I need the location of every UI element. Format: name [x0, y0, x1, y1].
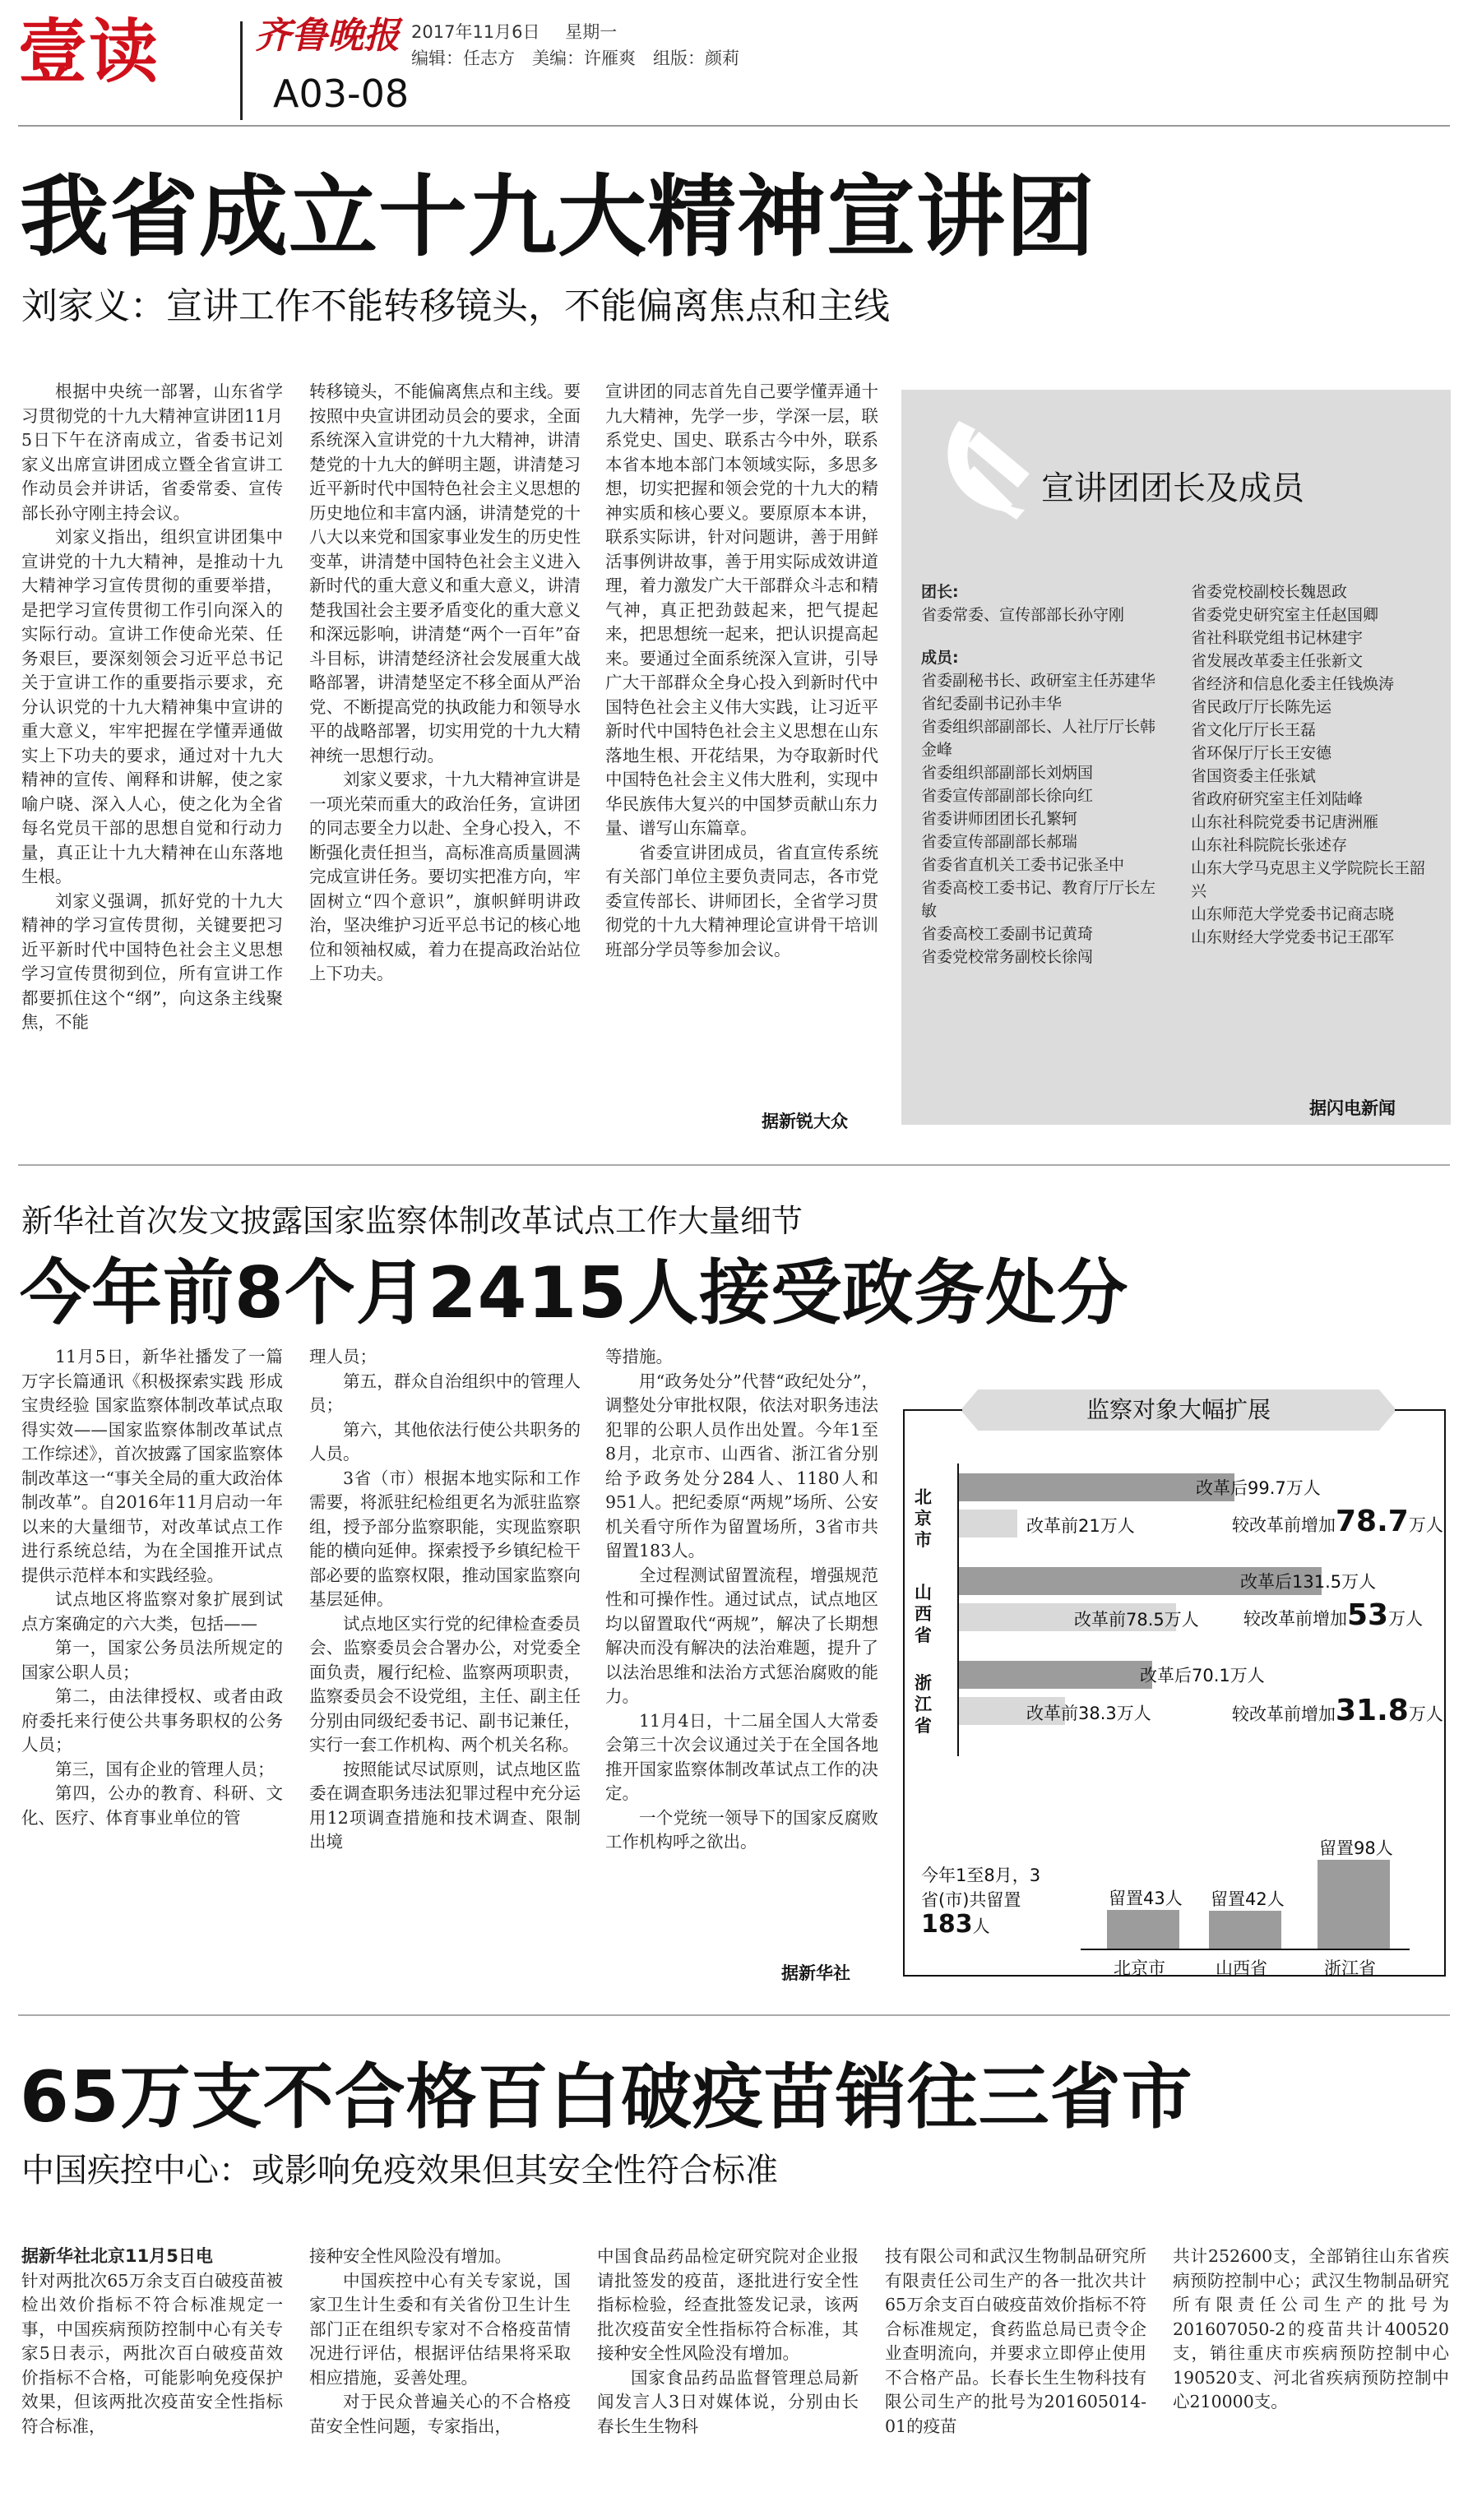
article3-col5 [1173, 2245, 1449, 2415]
members-left-list: 省委副秘书长、政研室主任苏建华 省纪委副书记孙丰华 省委组织部副部长、人社厅厅长韩金峰 省委组织部副部长刘炳国 省委宣传部副部长徐向红 省委讲师团团长孔繁轲 省委宣传部副部长郝瑞 省委省直机关工委书记张圣中 省委高校工委书记、教育厅厅长左敏 省委高校工委副书记黄琦 省委党校常务副校长徐闯 [921, 672, 1156, 966]
paragraph: 试点地区实行党的纪律检查委员会、监察委员会合署办公，对党委全面负责，履行纪检、监察两项职责，监察委员会不设党组，主任、副主任分别由同级纪委书记、副书记兼任，实行一套工作机构、两个机关名称。 [309, 1613, 581, 1755]
increase-label: 较改革前增加78.7万人 [1232, 1505, 1443, 1538]
paragraph: 接种安全性风险没有增加。 [309, 2246, 512, 2266]
article3-title: 65万支不合格百白破疫苗销往三省市 [20, 2056, 1193, 2139]
det-bar [1209, 1911, 1281, 1949]
delegation-sidebar [901, 390, 1451, 1125]
sidebar-title: 宣讲团团长及成员 [1041, 469, 1304, 507]
paragraph: 试点地区将监察对象扩展到试点方案确定的六大类，包括—— [21, 1589, 283, 1634]
infographic [903, 1389, 1451, 1981]
detention-baseline [1081, 1949, 1410, 1950]
increase-label: 较改革前增加53万人 [1243, 1598, 1424, 1632]
city-label: 山 西 省 [915, 1583, 932, 1645]
paragraph: 刘家义强调，抓好党的十九大精神的学习宣传贯彻，关键要把习近平新时代中国特色社会主义思想学习宣传贯彻到位，所有宣讲工作都要抓住这个“纲”，向这条主线聚焦，不能 [21, 890, 283, 1032]
date-text: 2017年11月6日 [411, 22, 540, 42]
paragraph: 针对两批次65万余支百白破疫苗被检出效价指标不符合标准规定一事，中国疾病预防控制中心有关专家5日表示，两批次百白破疫苗效价指标不合格，可能影响免疫保护效果，但该两批次疫苗安全性指标符合标准， [21, 2270, 283, 2436]
detention-text: 今年1至8月，3 省(市)共留置 183人 [921, 1866, 1041, 1939]
sidebar-right [1191, 580, 1438, 949]
det-cat: 浙江省 [1324, 1958, 1376, 1978]
members-label: 成员: [921, 649, 959, 667]
paragraph: 中国食品药品检定研究院对企业报请批签发的疫苗，逐批进行安全性指标检验，经查批签发记录，该两批次疫苗安全性指标符合标准，其接种安全性风险没有增加。 [597, 2246, 859, 2363]
sidebar-left [921, 580, 1168, 969]
paragraph: 根据中央统一部署，山东省学习贯彻党的十九大精神宣讲团11月5日下午在济南成立，省委书记刘家义出席宣讲团成立暨全省宣讲工作动员会并讲话，省委常委、宣传部长孙守刚主持会议。 [21, 381, 283, 523]
paragraph: 转移镜头，不能偏离焦点和主线。要按照中央宣讲团动员会的要求，全面系统深入宣讲党的十九大精神，讲清楚党的十九大的鲜明主题，讲清楚习近平新时代中国特色社会主义思想的历史地位和丰富内涵，讲清楚党的十八大以来党和国家事业发生的历史性变革，讲清楚中国特色社会主义进入新时代的重大意义和重大意义，讲清楚我国社会主要矛盾变化的重大意义和深远影响，讲清楚“两个一百年”奋斗目标，讲清楚经济社会发展重大战略部署，讲清楚坚定不移全面从严治党、不断提高党的执政能力和领导水平的战略部署，切实用党的十九大精神统一思想行动。 [309, 381, 581, 765]
article2-title: 今年前8个月2415人接受政务处分 [20, 1252, 1129, 1334]
sidebar-credit: 据闪电新闻 [1309, 1098, 1396, 1118]
article1-col1 [21, 380, 283, 1035]
paragraph: 3省（市）根据本地实际和工作需要，将派驻纪检组更名为派驻监察组，授予部分监察职能，实现监察职能的横向延伸。探索授予乡镇纪检干部必要的监察权限，推动国家监察向基层延伸。 [309, 1468, 581, 1609]
bar-before-label: 改革前38.3万人 [1026, 1704, 1151, 1723]
paragraph: 全过程测试留置流程，增强规范性和可操作性。通过试点，试点地区均以留置取代“两规”，解决了长期想解决而没有解决的法治难题，提升了以法治思维和法治方式惩治腐败的能力。 [605, 1565, 878, 1706]
article1-subtitle: 刘家义：宣讲工作不能转移镜头，不能偏离焦点和主线 [21, 285, 890, 327]
article2-kicker: 新华社首次发文披露国家监察体制改革试点工作大量细节 [21, 1203, 803, 1239]
members-right-list: 省委党校副校长魏恩政 省委党史研究室主任赵国卿 省社科联党组书记林建宇 省发展改革委主任张新文 省经济和信息化委主任钱焕涛 省民政厅厅长陈先运 省文化厅厅长王磊 省环保厅厅长王安德 省国资委主任张斌 省政府研究室主任刘陆峰 山东社科院党委书记唐洲雁 山东社科院院长张述存 山东大学马克思主义学院院长王韶兴 山东师范大学党委书记商志晓 山东财经大学党委书记王邵军 [1191, 583, 1426, 946]
article1-col3 [605, 380, 878, 962]
header-rule [18, 125, 1450, 127]
det-label: 留置43人 [1109, 1889, 1183, 1908]
paragraph: 一个党统一领导下的国家反腐败工作机构呼之欲出。 [605, 1807, 878, 1852]
paragraph: 理人员； [309, 1347, 377, 1366]
paragraph: 用“政务处分”代替“政纪处分”，调整处分审批权限，依法对职务违法犯罪的公职人员作出处置。今年1至8月，北京市、山西省、浙江省分别给予政务处分284人、1180人和951人。把纪委原“两规”场所、公安机关看守所作为留置场所，3省市共留置183人。 [605, 1371, 878, 1561]
bar-before-label: 改革前78.5万人 [1074, 1610, 1199, 1630]
paragraph: 第三，国有企业的管理人员； [55, 1759, 275, 1779]
city-label: 浙 江 省 [915, 1673, 932, 1736]
article3-col3 [597, 2245, 859, 2439]
article3-col4 [885, 2245, 1146, 2439]
paragraph: 省委宣讲团成员，省直宣传系统有关部门单位主要负责同志，各市党委宣传部长、讲师团长，全省学习贯彻党的十九大精神理论宣讲骨干培训班部分学员等参加会议。 [605, 842, 878, 959]
paragraph: 宣讲团的同志首先自己要学懂弄通十九大精神，先学一步，学深一层，联系党史、国史、联系古今中外，联系本省本地本部门本领域实际，多思多想，切实把握和领会党的十九大的精神实质和核心要义。要原原本本讲，联系实际讲，针对问题讲，善于用鲜活事例讲故事，善于用实际成效讲道理，着力激发广大干部群众斗志和精气神，真正把劲鼓起来，把气提起来，把思想统一起来，把认识提高起来。要通过全面系统深入宣讲，引导广大干部群众全身心投入到新时代中国特色社会主义伟大实践，让习近平新时代中国特色社会主义思想在山东落地生根、开花结果，为夺取新时代中国特色社会主义伟大胜利，实现中华民族伟大复兴的中国梦贡献山东力量、谱写山东篇章。 [605, 381, 878, 838]
det-bar [1107, 1910, 1179, 1949]
bar-before [959, 1510, 1017, 1537]
paragraph: 中国疾控中心有关专家说，国家卫生计生委和有关省份卫生计生部门正在组织专家对不合格疫苗情况进行评估，根据评估结果将采取相应措施，妥善处理。 [309, 2270, 571, 2388]
paragraph: 11月4日，十二届全国人大常委会第三十次会议通过关于在全国各地推开国家监察体制改革试点工作的决定。 [605, 1710, 878, 1803]
det-bar [1317, 1860, 1390, 1949]
section-name: 壹读 [18, 12, 160, 92]
article3-col2 [309, 2245, 571, 2439]
det-cat: 山西省 [1216, 1958, 1267, 1978]
bar-after-label: 改革后70.1万人 [1140, 1666, 1265, 1685]
increase-label: 较改革前增加31.8万人 [1232, 1694, 1443, 1727]
bar-after-label: 改革后99.7万人 [1196, 1478, 1321, 1498]
article2-col1 [21, 1345, 283, 1830]
paragraph: 第四，公办的教育、科研、文化、医疗、体育事业单位的管 [21, 1783, 283, 1828]
det-cat: 北京市 [1114, 1958, 1165, 1978]
paragraph: 刘家义指出，组织宣讲团集中宣讲党的十九大精神，是推动十九大精神学习宣传贯彻的重要举措，是把学习宣传贯彻工作引向深入的实际行动。宣讲工作使命光荣、任务艰巨，要深刻领会习近平总书记关于宣讲工作的重要指示要求，充分认识党的十九大精神集中宣讲的重大意义，牢牢把握在学懂弄通做实上下功夫的要求，通过对十九大精神的宣传、阐释和讲解，使之家喻户晓、深入人心，使之化为全省每名党员干部的思想自觉和行动力量，真正让十九大精神在山东落地生根。 [21, 527, 283, 886]
bar-after [959, 1473, 1234, 1501]
infographic-frame-top-left [903, 1409, 962, 1411]
section-divider [18, 1164, 1450, 1166]
bar-after [959, 1661, 1152, 1689]
editor-credits: 编辑：任志方 美编：许雁爽 组版：颜莉 [411, 49, 739, 68]
bar-before-label: 改革前21万人 [1026, 1516, 1135, 1536]
paragraph: 刘家义要求，十九大精神宣讲是一项光荣而重大的政治任务，宣讲团的同志要全力以赴、全身心投入，不断强化责任担当，高标准高质量圆满完成宣讲任务。要切实把准方向，牢固树立“四个意识”，旗帜鲜明讲政治，坚决维护习近平总书记的核心地位和领袖权威，着力在提高政治站位上下功夫。 [309, 770, 581, 983]
det-label: 留置42人 [1211, 1889, 1285, 1909]
paragraph: 第一，国家公务员法所规定的国家公职人员； [21, 1638, 283, 1682]
city-label: 北 京 市 [915, 1487, 932, 1550]
bar-after-label: 改革后131.5万人 [1240, 1572, 1377, 1592]
article2-col2 [309, 1345, 581, 1855]
header-divider [240, 21, 243, 120]
article1-credit: 据新锐大众 [762, 1112, 848, 1131]
paragraph: 第五，群众自治组织中的管理人员； [309, 1371, 581, 1415]
det-label: 留置98人 [1319, 1838, 1393, 1858]
article1-title: 我省成立十九大精神宣讲团 [20, 166, 1096, 269]
issue-date [411, 20, 617, 44]
weekday-text: 星期一 [565, 22, 618, 42]
infographic-frame-top-right [1395, 1409, 1446, 1411]
infographic-title: 监察对象大幅扩展 [1086, 1396, 1271, 1423]
paragraph: 按照能试尽试原则，试点地区监委在调查职务违法犯罪过程中充分运用12项调查措施和技术调查、限制出境 [309, 1759, 581, 1852]
article1-col2 [309, 380, 581, 987]
newspaper-logo: 齐鲁晚报 [255, 15, 400, 57]
paragraph: 第六，其他依法行使公共职务的人员。 [309, 1419, 581, 1463]
paragraph: 技有限公司和武汉生物制品研究所有限责任公司生产的各一批次共计65万余支百白破疫苗效价指标不符合标准规定，食药监总局已责令企业查明流向，并要求立即停止使用不合格产品。长春长生生物科技有限公司生产的批号为201605014-01的疫苗 [885, 2246, 1146, 2436]
article3-col1 [21, 2245, 283, 2439]
article3-subtitle: 中国疾控中心：或影响免疫效果但其安全性符合标准 [21, 2152, 778, 2189]
section-divider [18, 2014, 1450, 2016]
paragraph: 11月5日，新华社播发了一篇万字长篇通讯《积极探索实践 形成宝贵经验 国家监察体制改革试点取得实效——国家监察体制改革试点工作综述》，首次披露了国家监察体制改革这一“事关全局的重大政治体制改革”。自2016年11月启动一年以来的大量细节，对改革试点工作进行系统总结，为在全国推开试点提供示范样本和实践经验。 [21, 1347, 283, 1585]
article2-col3 [605, 1345, 878, 1855]
paragraph: 国家食品药品监督管理总局新闻发言人3日对媒体说，分别由长春长生生物科 [597, 2367, 859, 2436]
dateline: 据新华社北京11月5日电 [21, 2246, 213, 2266]
leader-label: 团长: [921, 583, 959, 601]
paragraph: 等措施。 [605, 1347, 673, 1366]
paragraph: 对于民众普遍关心的不合格疫苗安全性问题，专家指出， [309, 2392, 571, 2436]
paragraph: 共计252600支，全部销往山东省疾病预防控制中心；武汉生物制品研究所有限责任公司生产的批号为201607050-2的疫苗共计400520支，销往重庆市疾病预防控制中心190520支、河北省疾病预防控制中心210000支。 [1173, 2246, 1449, 2411]
leader-name: 省委常委、宣传部部长孙守刚 [921, 606, 1125, 624]
paragraph: 第二，由法律授权、或者由政府委托来行使公共事务职权的公务人员； [21, 1686, 283, 1755]
article2-credit: 据新华社 [781, 1963, 850, 1983]
page-number: A03-08 [273, 72, 410, 116]
